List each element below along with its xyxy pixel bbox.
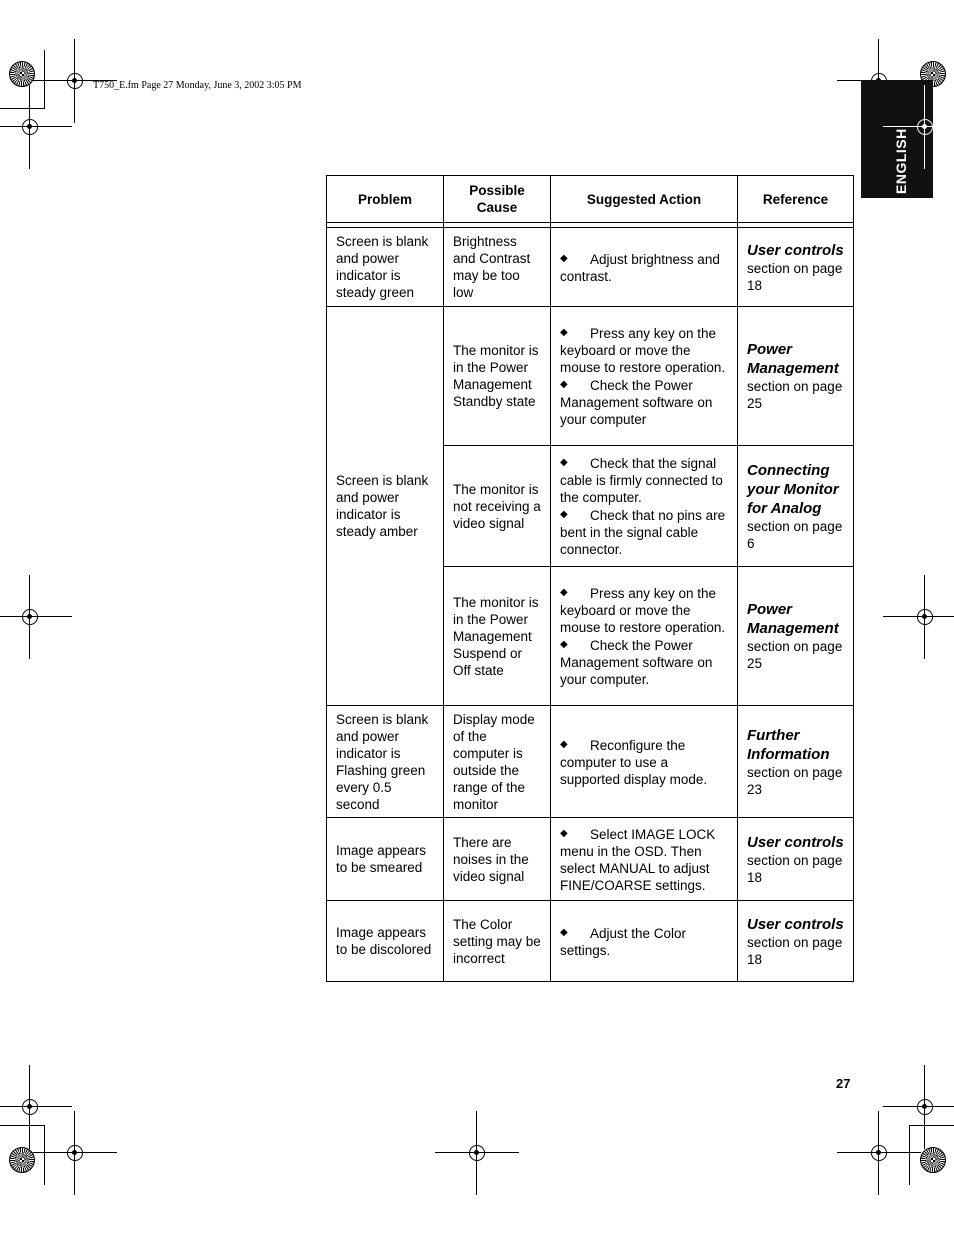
language-tab-label: ENGLISH xyxy=(893,128,909,194)
cause-cell: The monitor is not receiving a video signal xyxy=(444,446,551,567)
crosshair-mark-mid-right xyxy=(913,605,937,629)
trim-line xyxy=(909,1125,910,1185)
cause-cell: The monitor is in the Power Management Suspend or Off state xyxy=(444,567,551,706)
action-cell: ◆ Select IMAGE LOCK menu in the OSD. Then select MANUAL to adjust FINE/COARSE settings. xyxy=(551,818,738,901)
file-info-header: T750_E.fm Page 27 Monday, June 3, 2002 3:05 PM xyxy=(93,80,302,91)
diamond-bullet-icon: ◆ xyxy=(560,509,568,520)
diamond-bullet-icon: ◆ xyxy=(560,327,568,338)
page-number: 27 xyxy=(836,1076,851,1091)
reference-cell: User controls section on page 18 xyxy=(738,228,854,307)
diamond-bullet-icon: ◆ xyxy=(560,587,568,598)
diamond-bullet-icon: ◆ xyxy=(560,252,568,264)
reference-cell: Power Management section on page 25 xyxy=(738,307,854,446)
table-row xyxy=(327,228,854,307)
troubleshooting-table xyxy=(326,175,854,982)
header-suggested-action: Suggested Action xyxy=(551,176,738,223)
diamond-bullet-icon: ◆ xyxy=(560,827,568,839)
action-cell: ◆ Adjust the Color settings. xyxy=(551,901,738,982)
crosshair-mark-top-left-a xyxy=(63,69,87,93)
registration-sunburst-bottom-right xyxy=(920,1147,946,1173)
diamond-bullet-icon: ◆ xyxy=(560,926,568,938)
crosshair-mark-bottom-left-b xyxy=(63,1141,87,1165)
trim-line xyxy=(909,1125,954,1126)
trim-line xyxy=(0,1125,45,1126)
diamond-bullet-icon: ◆ xyxy=(560,639,568,650)
problem-cell: Screen is blank and power indicator is steady amber xyxy=(327,307,444,706)
table-row xyxy=(327,818,854,901)
action-cell: ◆ Adjust brightness and contrast. xyxy=(551,228,738,307)
crosshair-mark-top-left-b xyxy=(18,115,42,139)
reference-cell: User controls section on page 18 xyxy=(738,818,854,901)
header-problem: Problem xyxy=(327,176,444,223)
reference-cell: Further Information section on page 23 xyxy=(738,706,854,818)
problem-cell: Screen is blank and power indicator is Flashing green every 0.5 second xyxy=(327,706,444,818)
header-possible-cause: Possible Cause xyxy=(444,176,551,223)
registration-sunburst-top-left xyxy=(9,61,35,87)
table-row xyxy=(327,901,854,982)
crosshair-mark-bottom-center xyxy=(465,1141,489,1165)
reference-cell: User controls section on page 18 xyxy=(738,901,854,982)
language-tab xyxy=(861,80,933,198)
header-reference: Reference xyxy=(738,176,854,223)
action-cell: ◆ Reconfigure the computer to use a supported display mode. xyxy=(551,706,738,818)
cause-cell: The Color setting may be incorrect xyxy=(444,901,551,982)
crosshair-mark-bottom-right-b xyxy=(913,1095,937,1119)
problem-cell: Screen is blank and power indicator is steady green xyxy=(327,228,444,307)
diamond-bullet-icon: ◆ xyxy=(560,738,568,750)
table-row xyxy=(327,706,854,818)
problem-cell: Image appears to be discolored xyxy=(327,901,444,982)
trim-line xyxy=(0,108,45,109)
cause-cell: The monitor is in the Power Management Standby state xyxy=(444,307,551,446)
table-row xyxy=(327,307,854,446)
diamond-bullet-icon: ◆ xyxy=(560,457,568,468)
registration-sunburst-bottom-left xyxy=(9,1147,35,1173)
reference-cell: Power Management section on page 25 xyxy=(738,567,854,706)
action-cell: ◆ Check that the signal cable is firmly connected to the computer. ◆ Check that no pins are bent in the signal cable connector. xyxy=(551,446,738,567)
reference-cell: Connecting your Monitor for Analog section on page 6 xyxy=(738,446,854,567)
action-cell: ◆ Press any key on the keyboard or move the mouse to restore operation. ◆ Check the Power Management software on your computer. xyxy=(551,567,738,706)
crosshair-mark-tab xyxy=(913,115,937,139)
crosshair-mark-mid-left xyxy=(18,605,42,629)
cause-cell: There are noises in the video signal xyxy=(444,818,551,901)
trim-line xyxy=(44,1125,45,1185)
cause-cell: Brightness and Contrast may be too low xyxy=(444,228,551,307)
trim-line xyxy=(44,50,45,108)
diamond-bullet-icon: ◆ xyxy=(560,379,568,390)
cause-cell: Display mode of the computer is outside the range of the monitor xyxy=(444,706,551,818)
table-header-row xyxy=(327,176,854,223)
crosshair-mark-bottom-right-a xyxy=(867,1141,891,1165)
crosshair-mark-bottom-left-a xyxy=(18,1095,42,1119)
problem-cell: Image appears to be smeared xyxy=(327,818,444,901)
action-cell: ◆ Press any key on the keyboard or move the mouse to restore operation. ◆ Check the Power Management software on your computer xyxy=(551,307,738,446)
